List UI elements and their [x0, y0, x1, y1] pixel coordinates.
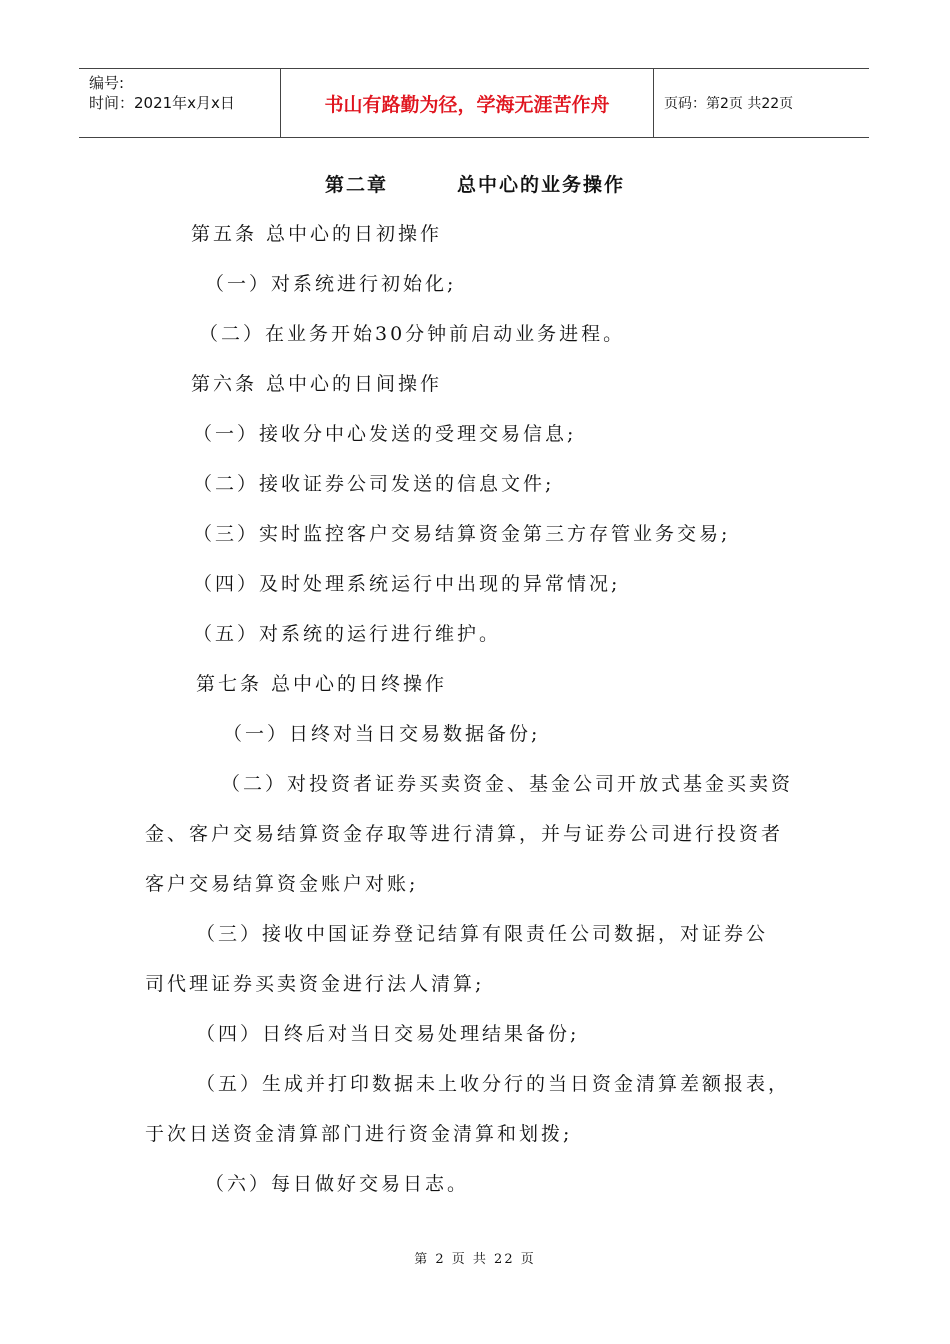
article-item: （五）对系统的运行进行维护。 — [193, 623, 502, 645]
article-heading: 第五条 总中心的日初操作 — [191, 223, 443, 245]
article-heading: 第七条 总中心的日终操作 — [196, 673, 448, 695]
article-item-continued: 金、客户交易结算资金存取等进行清算，并与证券公司进行投资者 — [145, 823, 784, 845]
article-item: （二）接收证券公司发送的信息文件; — [193, 473, 555, 495]
article-item: （六）每日做好交易日志。 — [205, 1173, 470, 1195]
article-item-continued: 客户交易结算资金账户对账; — [145, 873, 419, 895]
article-item-continued: 司代理证券买卖资金进行法人清算; — [145, 973, 485, 995]
serial-label: 编号: — [89, 74, 125, 92]
chapter-title: 第二章 总中心的业务操作 — [325, 174, 625, 196]
article-item: （一）对系统进行初始化; — [205, 273, 457, 295]
article-item: （四）及时处理系统运行中出现的异常情况; — [193, 573, 621, 595]
page-footer: 第 2 页 共 22 页 — [414, 1252, 536, 1267]
article-item: （四）日终后对当日交易处理结果备份; — [196, 1023, 580, 1045]
article-item: （三）实时监控客户交易结算资金第三方存管业务交易; — [193, 523, 731, 545]
header-meta — [79, 69, 281, 137]
article-item-continued: 于次日送资金清算部门进行资金清算和划拨; — [145, 1123, 573, 1145]
article-item: （五）生成并打印数据未上收分行的当日资金清算差额报表， — [196, 1073, 791, 1095]
header-page-info: 页码：第2页 共22页 — [664, 96, 794, 112]
page-header — [79, 68, 869, 138]
article-item: （三）接收中国证券登记结算有限责任公司数据，对证券公 — [196, 923, 769, 945]
article-item: （二）对投资者证券买卖资金、基金公司开放式基金买卖资 — [221, 773, 794, 795]
article-item: （二）在业务开始30分钟前启动业务进程。 — [199, 323, 626, 345]
header-motto: 书山有路勤为径，学海无涯苦作舟 — [281, 69, 654, 137]
article-heading: 第六条 总中心的日间操作 — [191, 373, 443, 395]
article-item: （一）接收分中心发送的受理交易信息; — [193, 423, 577, 445]
date-label: 时间：2021年x月x日 — [89, 94, 235, 112]
article-item: （一）日终对当日交易数据备份; — [223, 723, 541, 745]
